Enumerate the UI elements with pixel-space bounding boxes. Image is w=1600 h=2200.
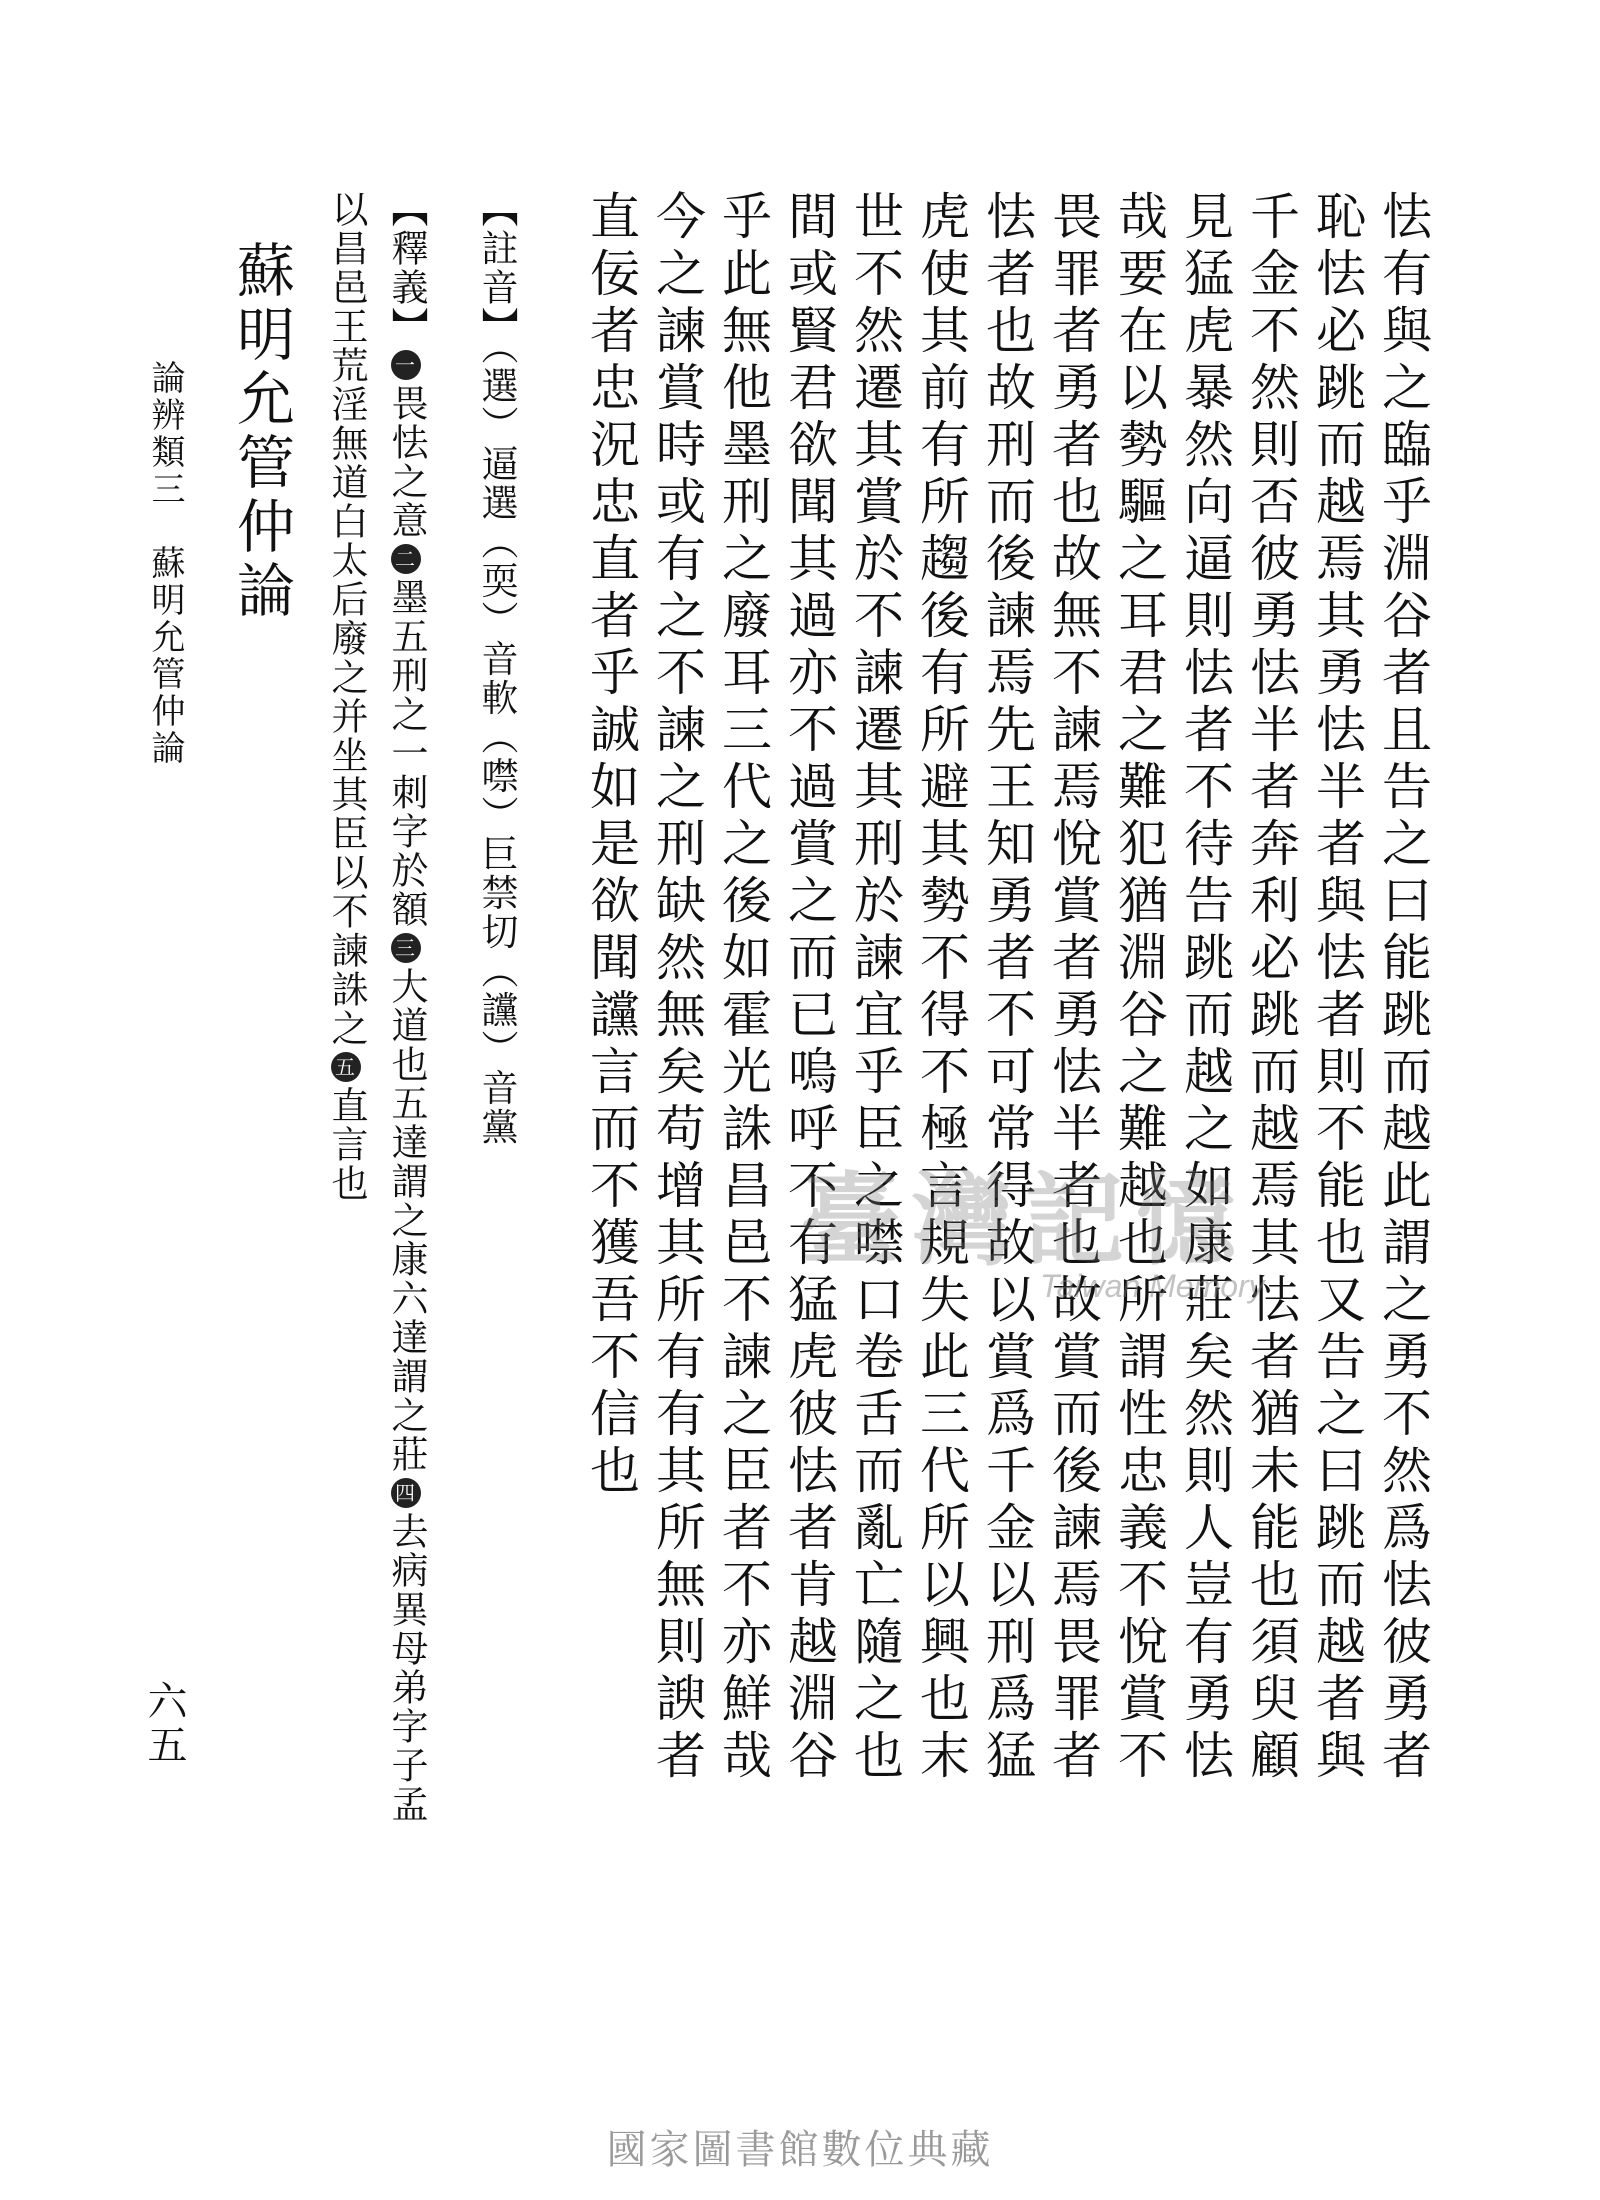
text-column-5: 哉要在以勢驅之耳君之難犯猶淵谷之難越也所謂性忠義不悅賞不 [1110, 190, 1168, 1786]
explanation-column-1 [385, 190, 428, 1824]
text-column-7: 怯者也故刑而後諫焉先王知勇者不可常得故以賞爲千金以刑爲猛 [978, 190, 1036, 1786]
text-column-10: 間或賢君欲聞其過亦不過賞之而已嗚呼不有猛虎彼怯者肯越淵谷 [780, 190, 838, 1786]
text-column-2: 恥怯必跳而越焉其勇怯半者與怯者則不能也又告之曰跳而越者與 [1308, 190, 1366, 1786]
text-column-13: 直佞者忠況忠直者乎誠如是欲聞讜言而不獲吾不信也 [582, 190, 640, 1501]
explanation-note-4: 去病異母弟字子孟 [385, 1512, 428, 1824]
text-column-12: 今之諫賞時或有之不諫之刑缺然無矣苟增其所有有其所無則諛者 [648, 190, 706, 1786]
explanation-label: 【釋義】 [385, 190, 428, 346]
text-column-3: 千金不然則否彼勇怯半者奔利必跳而越焉其怯者猶未能也須臾顧 [1242, 190, 1300, 1786]
note-number-4: 四 [391, 1478, 421, 1508]
note-number-1: 一 [391, 350, 421, 380]
annotation-text: （選）逼選（耎）音軟（噤）巨禁切（讜）音黨 [475, 346, 518, 1147]
text-column-4: 見猛虎暴然向逼則怯者不待告跳而越之如康莊矣然則人豈有勇怯 [1176, 190, 1234, 1786]
text-column-8: 虎使其前有所趨後有所避其勢不得不極言規失此三代所以興也末 [912, 190, 970, 1786]
text-column-9: 世不然遷其賞於不諫遷其刑於諫宜乎臣之噤口卷舌而亂亡隨之也 [846, 190, 904, 1786]
watermark-logo: 臺灣記憶 [800, 1161, 1248, 1279]
page-number: 六五 [141, 1680, 187, 1768]
text-column-1: 怯有與之臨乎淵谷者且告之曰能跳而越此謂之勇不然爲怯彼勇者 [1374, 190, 1432, 1786]
annotation-column [475, 190, 518, 1147]
explanation-note-3: 大道也五達謂之康六達謂之莊 [385, 967, 428, 1474]
explanation-continuation: 以昌邑王荒淫無道白太后廢之并坐其臣以不諫誅之 [325, 190, 368, 1048]
explanation-note-1: 畏怯之意 [385, 384, 428, 540]
watermark-subtitle: Taiwan Memory [1040, 1268, 1265, 1304]
note-number-2: 二 [391, 544, 421, 574]
section-title: 蘇明允管仲論 [227, 240, 295, 624]
footer-credit: 國家圖書館數位典藏 [606, 2127, 994, 2173]
explanation-note-2: 墨五刑之一刺字於額 [385, 578, 428, 929]
annotation-label: 【註音】 [475, 190, 518, 346]
text-column-11: 乎此無他墨刑之廢耳三代之後如霍光誅昌邑不諫之臣者不亦鮮哉 [714, 190, 772, 1786]
note-number-5: 五 [331, 1052, 361, 1082]
note-number-3: 三 [391, 933, 421, 963]
explanation-column-2 [325, 190, 368, 1203]
explanation-note-5: 直言也 [325, 1086, 368, 1203]
text-column-6: 畏罪者勇者也故無不諫焉悅賞者勇怯半者也故賞而後諫焉畏罪者 [1044, 190, 1102, 1786]
running-head: 論辨類三 蘇明允管仲論 [145, 360, 185, 767]
